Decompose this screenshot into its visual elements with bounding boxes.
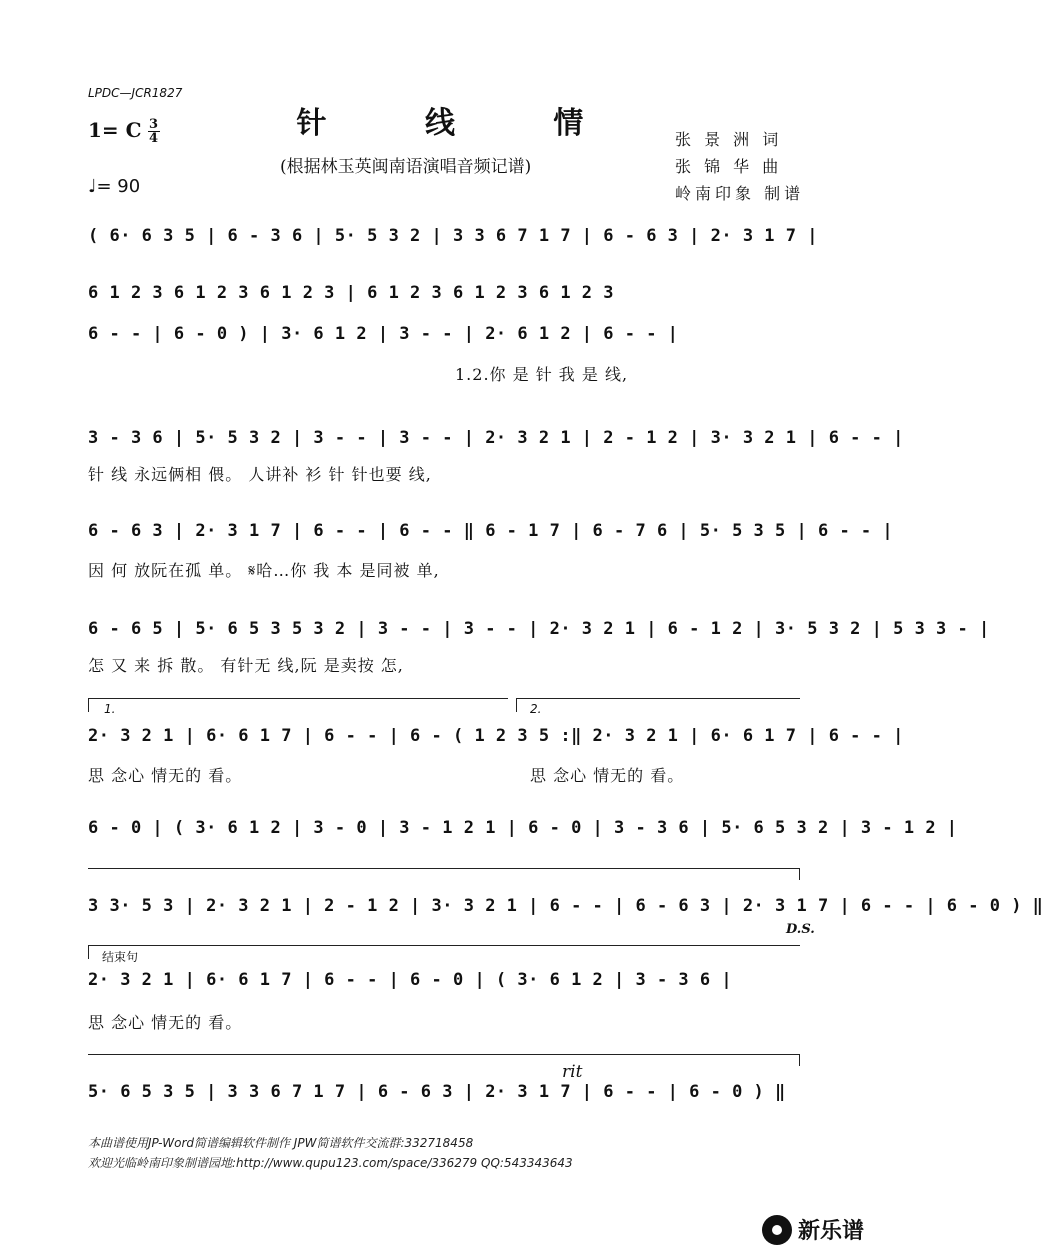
ending-bracket [88, 945, 800, 946]
notation-row-5: 6 - 6 3 | 2· 3 1 7 | 6 - - | 6 - - ‖ 6 - 1 7 | 6 - 7 6 | 5· 5 3 5 | 6 - - | [88, 521, 894, 541]
volta-2-label: 2. [530, 702, 542, 716]
notation-row-11: 5· 6 5 3 5 | 3 3 6 7 1 7 | 6 - 6 3 | 2· 3 1 7 | 6 - - | 6 - 0 ) ‖ [88, 1082, 786, 1102]
lyrics-line-6: 思 念心 情无的 看。 [530, 766, 685, 785]
key-signature [88, 118, 160, 145]
record-icon [762, 1215, 792, 1245]
score-code: LPDC—JCR1827 [88, 86, 183, 100]
lyrics-line-4: 怎 又 来 拆 散。 有针无 线,阮 是卖按 怎, [88, 656, 404, 675]
notation-row-8: 6 - 0 | ( 3· 6 1 2 | 3 - 0 | 3 - 1 2 1 | 6 - 0 | 3 - 3 6 | 5· 6 5 3 2 | 3 - 1 2 | [88, 818, 958, 838]
lyrics-line-1: 1.2.你 是 针 我 是 线, [455, 365, 629, 384]
volta-1-bracket [88, 698, 508, 699]
notation-row-10: 2· 3 2 1 | 6· 6 1 7 | 6 - - | 6 - 0 | ( 3· 6 1 2 | 3 - 3 6 | [88, 970, 733, 990]
logo-text: 新乐谱 [798, 1219, 865, 1244]
lyrics-line-5: 思 念心 情无的 看。 [88, 766, 243, 785]
notation-row-4: 3 - 3 6 | 5· 5 3 2 | 3 - - | 3 - - | 2· 3 2 1 | 2 - 1 2 | 3· 3 2 1 | 6 - - | [88, 428, 904, 448]
notation-row-7: 2· 3 2 1 | 6· 6 1 7 | 6 - - | 6 - ( 1 2 3 5 :‖ 2· 3 2 1 | 6· 6 1 7 | 6 - - | [88, 726, 904, 746]
ds-marking: D.S. [786, 922, 815, 937]
notation-row-1: ( 6· 6 3 5 | 6 - 3 6 | 5· 5 3 2 | 3 3 6 7 1 7 | 6 - 6 3 | 2· 3 1 7 | [88, 226, 818, 246]
time-signature [148, 118, 160, 145]
footer-line-2: 欢迎光临岭南印象制谱园地:http://www.qupu123.com/space/336279 QQ:543343643 [88, 1156, 573, 1170]
ending-label: 结束句 [102, 950, 139, 964]
ending-bracket-tick [88, 945, 89, 959]
volta-2-bracket [516, 698, 800, 699]
footer-line-1: 本曲谱使用JP-Word简谱编辑软件制作 JPW简谱软件交流群:332718458 [88, 1136, 474, 1150]
volta-1-label: 1. [104, 702, 116, 716]
bracket-tick-1 [799, 868, 800, 880]
notation-row-9: 3 3· 5 3 | 2· 3 2 1 | 2 - 1 2 | 3· 3 2 1 | 6 - - | 6 - 6 3 | 2· 3 1 7 | 6 - - | 6 - 0 ) ‖ [88, 896, 1043, 916]
notation-row-2: 6 1 2 3 6 1 2 3 6 1 2 3 | 6 1 2 3 6 1 2 3 6 1 2 3 [88, 283, 615, 303]
time-top: 3 [149, 117, 159, 132]
tempo-marking: ♩= 90 [88, 176, 141, 197]
bracket-line-2 [88, 1054, 800, 1055]
key-label: 1= C [88, 118, 142, 142]
volta-2-tick [516, 698, 517, 712]
bracket-tick-2 [799, 1054, 800, 1066]
lyrics-line-7: 思 念心 情无的 看。 [88, 1013, 243, 1032]
lyricist-credit: 张 景 洲 词 [675, 130, 783, 149]
lyrics-line-2: 针 线 永远俩相 偎。 人讲补 衫 针 针也要 线, [88, 465, 432, 484]
composer-credit: 张 锦 华 曲 [675, 157, 783, 176]
time-bottom: 4 [149, 131, 159, 146]
volta-1-tick [88, 698, 89, 712]
rit-marking: rit [562, 1062, 583, 1082]
song-title: 针 线 情 [296, 106, 628, 141]
lyrics-line-3: 因 何 放阮在孤 单。 𝄋哈…你 我 本 是同被 单, [88, 561, 440, 580]
arranger-credit: 岭南印象 制谱 [675, 184, 805, 203]
notation-row-3: 6 - - | 6 - 0 ) | 3· 6 1 2 | 3 - - | 2· 6 1 2 | 6 - - | [88, 324, 679, 344]
credits [675, 126, 804, 207]
subtitle: (根据林玉英闽南语演唱音频记谱) [280, 157, 532, 177]
notation-row-6: 6 - 6 5 | 5· 6 5 3 5 3 2 | 3 - - | 3 - - | 2· 3 2 1 | 6 - 1 2 | 3· 5 3 2 | 5 3 3 - | [88, 619, 990, 639]
site-logo [762, 1214, 864, 1245]
bracket-line-1 [88, 868, 800, 869]
